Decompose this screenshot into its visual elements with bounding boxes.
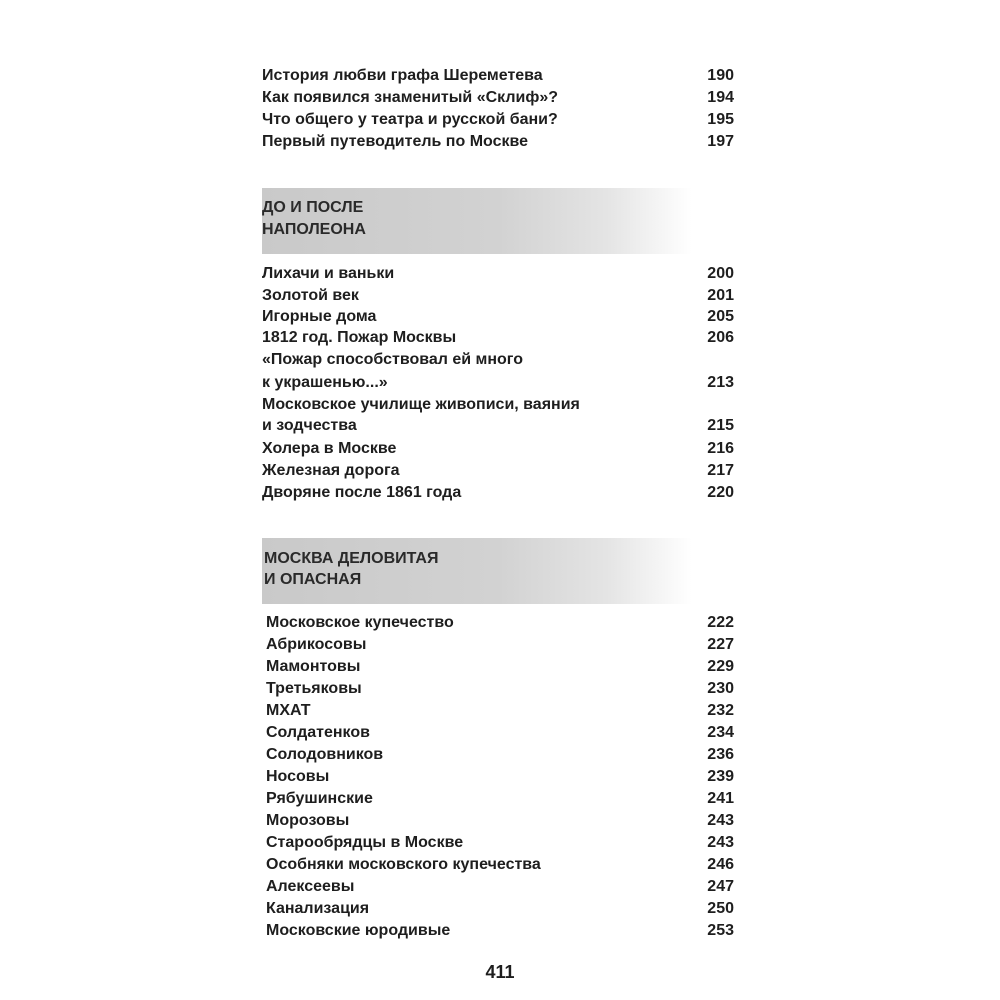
toc-entry-page: 230	[707, 680, 734, 697]
toc-entry-title: Московские юродивые	[266, 922, 451, 939]
toc-entry-page: 206	[707, 329, 734, 346]
section-title-line-2: НАПОЛЕОНА	[262, 221, 366, 238]
toc-entry-title: Дворяне после 1861 года	[262, 484, 462, 501]
toc-entry-page: 222	[707, 614, 734, 631]
section-title-line-2: И ОПАСНАЯ	[264, 571, 362, 588]
section-header	[262, 538, 692, 604]
toc-entry-title: Третьяковы	[266, 680, 362, 697]
toc-entry-page: 195	[707, 111, 734, 128]
toc-entry-page: 227	[707, 636, 734, 653]
toc-entry-title: Морозовы	[266, 812, 350, 829]
toc-entry-title: Старообрядцы в Москве	[266, 834, 464, 851]
toc-entry-title: Особняки московского купечества	[266, 856, 541, 873]
toc-entry-page: 246	[707, 856, 734, 873]
toc-entry-page: 229	[707, 658, 734, 675]
section-title-line-1: ДО И ПОСЛЕ	[262, 199, 364, 216]
toc-entry-page: 197	[707, 133, 734, 150]
toc-entry-title: Московское училище живописи, ваяния	[262, 396, 580, 413]
toc-entry-title: «Пожар способствовал ей много	[262, 351, 524, 368]
section-title-line-1: МОСКВА ДЕЛОВИТАЯ	[264, 550, 439, 567]
toc-entry-page: 194	[707, 89, 734, 106]
toc-entry-page: 205	[707, 308, 734, 325]
toc-entry-title: МХАТ	[266, 702, 311, 719]
toc-entry-page: 243	[707, 812, 734, 829]
toc-entry-title: Мамонтовы	[266, 658, 361, 675]
toc-entry-title: Как появился знаменитый «Склиф»?	[262, 89, 559, 106]
page-number: 411	[485, 962, 515, 982]
toc-entry-title: Носовы	[266, 768, 330, 785]
toc-entry-title: История любви графа Шереметева	[262, 67, 543, 84]
toc-entry-page: 247	[707, 878, 734, 895]
toc-entry-title: Игорные дома	[262, 308, 377, 325]
toc-entry-title: Московское купечество	[266, 614, 454, 631]
toc-entry-title: Что общего у театра и русской бани?	[262, 111, 558, 128]
toc-entry-title: Лихачи и ваньки	[262, 265, 395, 282]
toc-entry-title: и зодчества	[262, 417, 357, 434]
toc-entry-title: Канализация	[266, 900, 370, 917]
section-header	[262, 188, 692, 254]
toc-entry-page: 234	[707, 724, 734, 741]
toc-entry-page: 213	[707, 374, 734, 391]
toc-entry-title: Железная дорога	[262, 462, 400, 479]
toc-entry-title: Золотой век	[262, 287, 359, 304]
toc-entry-page: 215	[707, 417, 734, 434]
toc-entry-page: 200	[707, 265, 734, 282]
toc-entry-page: 243	[707, 834, 734, 851]
toc-entry-page: 236	[707, 746, 734, 763]
toc-entry-title: Солодовников	[266, 746, 384, 763]
toc-entry-page: 253	[707, 922, 734, 939]
toc-entry-page: 232	[707, 702, 734, 719]
toc-entry-page: 241	[707, 790, 734, 807]
toc-entry-page: 216	[707, 440, 734, 457]
toc-entry-title: Холера в Москве	[262, 440, 397, 457]
toc-entry-page: 201	[707, 287, 734, 304]
toc-entry-page: 239	[707, 768, 734, 785]
toc-entry-page: 217	[707, 462, 734, 479]
toc-entry-title: Абрикосовы	[266, 636, 367, 653]
toc-entry-page: 220	[707, 484, 734, 501]
toc-entry-title: Первый путеводитель по Москве	[262, 133, 529, 150]
toc-entry-title: Алексеевы	[266, 878, 355, 895]
toc-entry-title: 1812 год. Пожар Москвы	[262, 329, 457, 346]
toc-entry-title: Солдатенков	[266, 724, 370, 741]
toc-entry-title: Рябушинские	[266, 790, 373, 807]
toc-entry-title: к украшенью...»	[262, 374, 388, 391]
toc-entry-page: 190	[707, 67, 734, 84]
toc-entry-page: 250	[707, 900, 734, 917]
